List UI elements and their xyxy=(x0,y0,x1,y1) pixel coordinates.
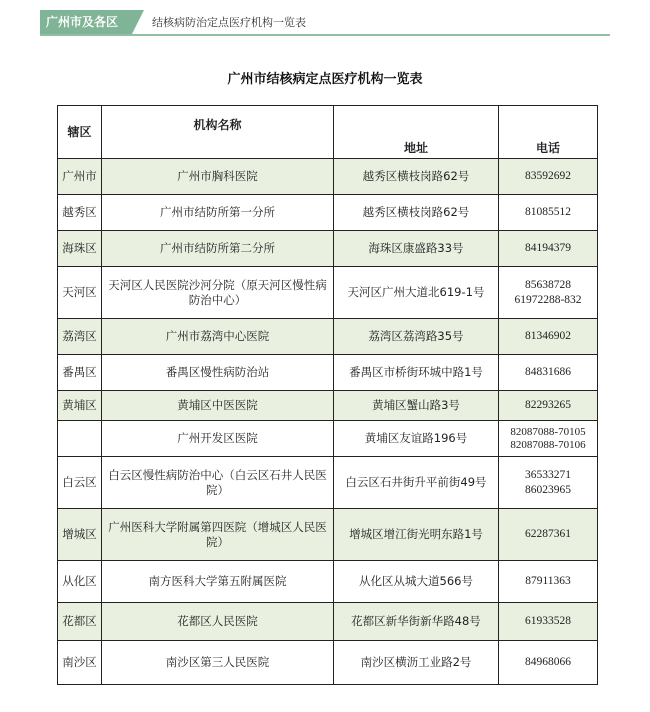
phone-line-2: 86023965 xyxy=(525,483,571,496)
institution-name-cell: 白云区慢性病防治中心（白云区石井人民医院） xyxy=(102,457,334,509)
institution-name-cell: 广州市胸科医院 xyxy=(102,159,334,195)
phone-line-1: 82087088-70105 xyxy=(510,425,586,438)
address-cell: 黄埔区友谊路196号 xyxy=(334,421,499,457)
phone-cell xyxy=(499,421,598,457)
address-cell: 荔湾区荔湾路35号 xyxy=(334,319,499,355)
district-cell: 黄埔区 xyxy=(58,391,102,421)
phone-cell: 83592692 xyxy=(499,159,598,195)
phone-cell xyxy=(499,457,598,509)
district-cell: 广州市 xyxy=(58,159,102,195)
district-cell: 天河区 xyxy=(58,267,102,319)
phone-cell: 84831686 xyxy=(499,355,598,391)
phone-cell: 84194379 xyxy=(499,231,598,267)
district-cell: 花都区 xyxy=(58,603,102,641)
phone-line-2: 61972288-832 xyxy=(514,293,582,306)
address-cell: 白云区石井街升平前街49号 xyxy=(334,457,499,509)
institution-name-cell: 南方医科大学第五附属医院 xyxy=(102,561,334,603)
address-cell: 从化区从城大道566号 xyxy=(334,561,499,603)
phone-line-1: 36533271 xyxy=(525,468,571,481)
phone-cell: 87911363 xyxy=(499,561,598,603)
institution-name-cell: 广州开发区医院 xyxy=(102,421,334,457)
phone-cell: 81346902 xyxy=(499,319,598,355)
page-title: 广州市结核病定点医疗机构一览表 xyxy=(227,72,423,87)
column-header-district: 辖区 xyxy=(58,106,102,159)
institution-name-cell: 番禺区慢性病防治站 xyxy=(102,355,334,391)
institution-name-cell: 广州市荔湾中心医院 xyxy=(102,319,334,355)
institution-name-cell: 花都区人民医院 xyxy=(102,603,334,641)
table-row xyxy=(58,195,598,231)
institution-name-cell: 南沙区第三人民医院 xyxy=(102,641,334,685)
table-header-row xyxy=(58,106,598,159)
institution-name-cell: 广州医科大学附属第四医院（增城区人民医院） xyxy=(102,509,334,561)
top-nav-bar xyxy=(40,10,610,36)
address-cell: 番禺区市桥街环城中路1号 xyxy=(334,355,499,391)
district-cell: 荔湾区 xyxy=(58,319,102,355)
column-header-phone: 电话 xyxy=(499,106,598,159)
phone-cell: 61933528 xyxy=(499,603,598,641)
table-row xyxy=(58,159,598,195)
phone-cell: 62287361 xyxy=(499,509,598,561)
address-cell: 越秀区横枝岗路62号 xyxy=(334,159,499,195)
table-row xyxy=(58,457,598,509)
phone-cell: 81085512 xyxy=(499,195,598,231)
table-row xyxy=(58,509,598,561)
district-cell: 增城区 xyxy=(58,509,102,561)
district-cell: 从化区 xyxy=(58,561,102,603)
table-row xyxy=(58,561,598,603)
district-cell xyxy=(58,421,102,457)
district-cell: 南沙区 xyxy=(58,641,102,685)
institution-name-cell: 广州市结防所第二分所 xyxy=(102,231,334,267)
institution-table xyxy=(57,105,598,685)
table-row xyxy=(58,319,598,355)
address-cell: 黄埔区蟹山路3号 xyxy=(334,391,499,421)
institution-name-cell: 广州市结防所第一分所 xyxy=(102,195,334,231)
institution-name-cell: 天河区人民医院沙河分院（原天河区慢性病防治中心） xyxy=(102,267,334,319)
institution-name-cell: 黄埔区中医医院 xyxy=(102,391,334,421)
column-header-address: 地址 xyxy=(334,106,499,159)
district-cell: 越秀区 xyxy=(58,195,102,231)
phone-cell xyxy=(499,267,598,319)
table-row xyxy=(58,355,598,391)
table-row xyxy=(58,641,598,685)
address-cell: 增城区增江街光明东路1号 xyxy=(334,509,499,561)
address-cell: 海珠区康盛路33号 xyxy=(334,231,499,267)
phone-line-1: 85638728 xyxy=(525,278,571,291)
table-row xyxy=(58,231,598,267)
address-cell: 越秀区横枝岗路62号 xyxy=(334,195,499,231)
district-cell: 白云区 xyxy=(58,457,102,509)
table-row xyxy=(58,603,598,641)
region-tag[interactable]: 广州市及各区 xyxy=(40,10,132,34)
breadcrumb[interactable]: 结核病防治定点医疗机构一览表 xyxy=(152,16,306,29)
header-rule xyxy=(40,34,610,36)
address-cell: 天河区广州大道北619-1号 xyxy=(334,267,499,319)
column-header-name: 机构名称 xyxy=(102,106,334,159)
phone-cell: 82293265 xyxy=(499,391,598,421)
phone-line-2: 82087088-70106 xyxy=(510,438,586,451)
table-row xyxy=(58,267,598,319)
region-tag-slant xyxy=(132,10,144,34)
address-cell: 南沙区横沥工业路2号 xyxy=(334,641,499,685)
table-row xyxy=(58,421,598,457)
address-cell: 花都区新华街新华路48号 xyxy=(334,603,499,641)
phone-cell: 84968066 xyxy=(499,641,598,685)
district-cell: 番禺区 xyxy=(58,355,102,391)
table-row xyxy=(58,391,598,421)
district-cell: 海珠区 xyxy=(58,231,102,267)
